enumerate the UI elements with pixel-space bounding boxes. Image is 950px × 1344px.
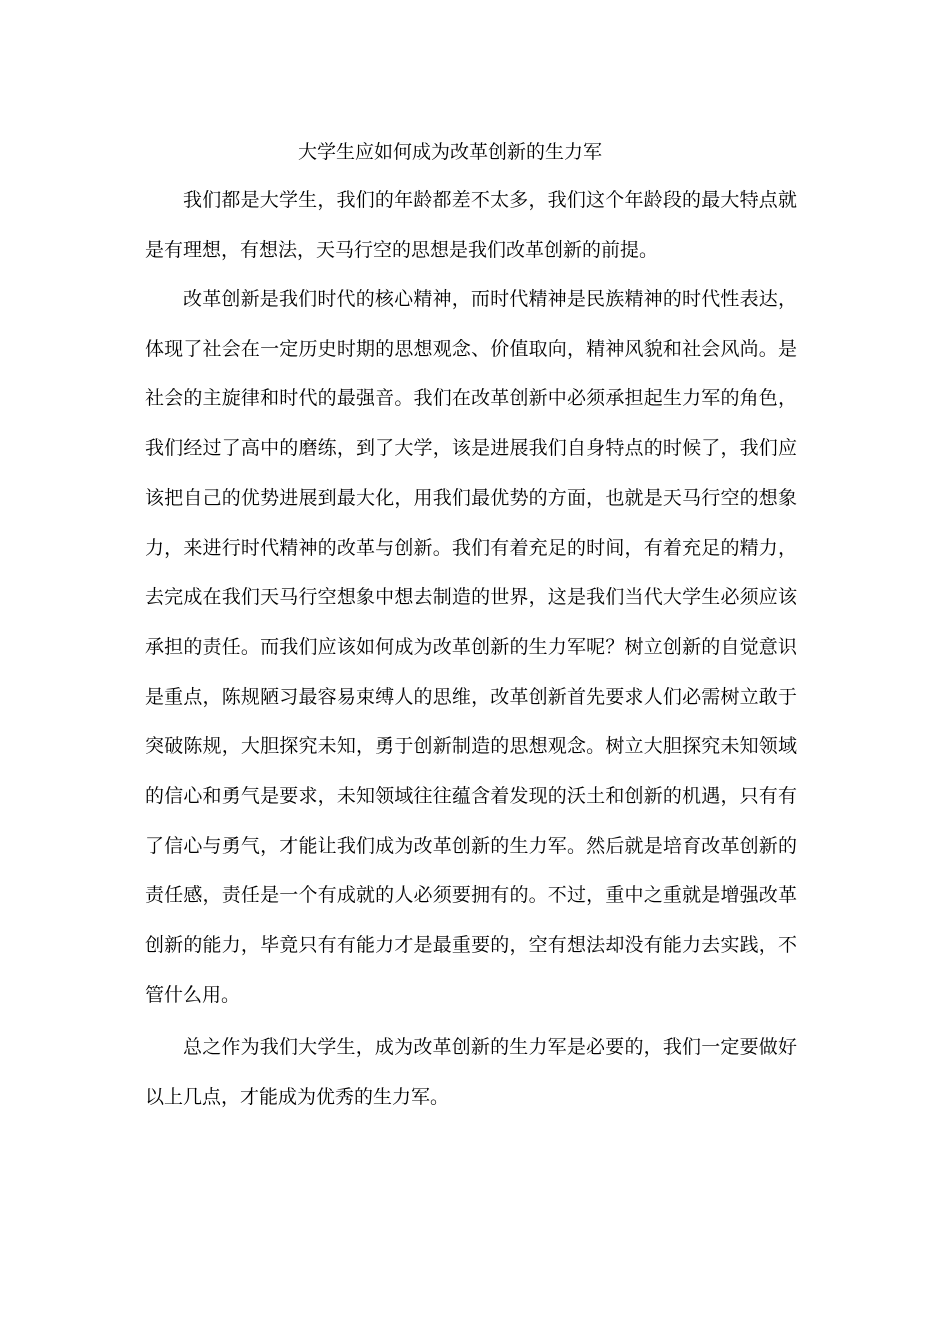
paragraph-body: 改革创新是我们时代的核心精神，而时代精神是民族精神的时代性表达，体现了社会在一定历史时期的思想观念、价值取向，精神风貌和社会风尚。是社会的主旋律和时代的最强音。我们在改革创新中必须承担起生力军的角色，我们经过了高中的磨练，到了大学，该是进展我们自身特点的时候了，我们应该把自己的优势进展到最大化，用我们最优势的方面，也就是天马行空的想象力，来进行时代精神的改革与创新。我们有着充足的时间，有着充足的精力，去完成在我们天马行空想象中想去制造的世界，这是我们当代大学生必须应该承担的责任。而我们应该如何成为改革创新的生力军呢？树立创新的自觉意识是重点，陈规陋习最容易束缚人的思维，改革创新首先要求人们必需树立敢于突破陈规，大胆探究未知，勇于创新制造的思想观念。树立大胆探究未知领域的信心和勇气是要求，未知领域往往蕴含着发现的沃土和创新的机遇，只有有了信心与勇气，才能让我们成为改革创新的生力军。然后就是培育改革创新的责任感，责任是一个有成就的人必须要拥有的。不过，重中之重就是增强改革创新的能力，毕竟只有有能力才是最重要的，空有想法却没有能力去实践，不管什么用。 (145, 288, 797, 1006)
paragraph-intro: 我们都是大学生，我们的年龄都差不太多，我们这个年龄段的最大特点就是有理想，有想法，天马行空的思想是我们改革创新的前提。 (145, 189, 797, 261)
document-title: 大学生应如何成为改革创新的生力军 (297, 141, 602, 163)
paragraph-conclusion: 总之作为我们大学生，成为改革创新的生力军是必要的，我们一定要做好以上几点，才能成为优秀的生力军。 (145, 1036, 797, 1108)
